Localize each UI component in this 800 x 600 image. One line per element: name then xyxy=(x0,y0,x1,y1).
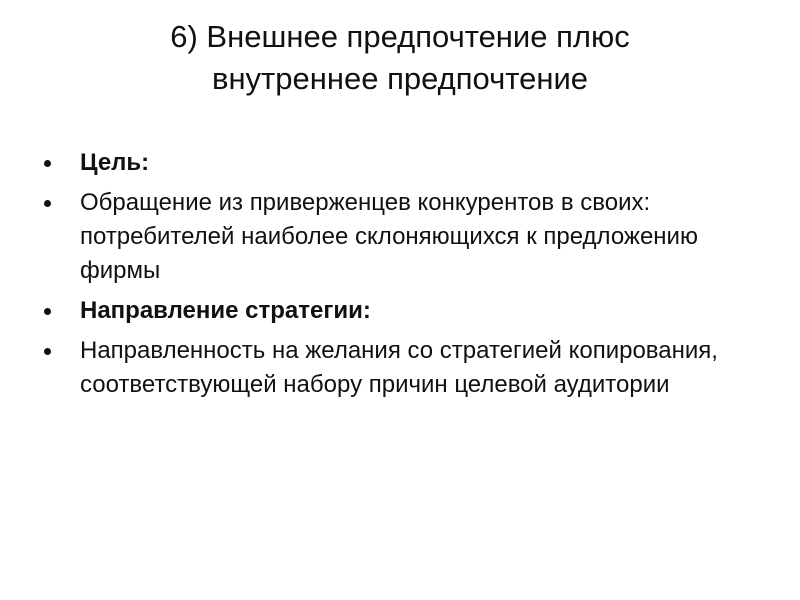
bullet-item-strategy-heading xyxy=(44,294,764,328)
bullet-dot-icon xyxy=(44,348,51,355)
bullet-dot-icon xyxy=(44,160,51,167)
bullet-text: Направленность на желания со стратегией копирования, соответствующей набору причин целевой аудитории xyxy=(80,337,718,398)
bullet-text: Направление стратегии: xyxy=(80,297,371,324)
bullet-text: Обращение из приверженцев конкурентов в своих: потребителей наиболее склоняющихся к предложению фирмы xyxy=(80,189,698,284)
bullet-text: Цель: xyxy=(80,149,150,176)
bullet-list xyxy=(44,146,764,408)
slide-title-line-1: 6) Внешнее предпочтение плюс xyxy=(170,19,630,54)
bullet-dot-icon xyxy=(44,308,51,315)
slide-title xyxy=(40,16,760,100)
bullet-dot-icon xyxy=(44,200,51,207)
bullet-item-goal-description xyxy=(44,186,764,288)
bullet-item-goal-heading xyxy=(44,146,764,180)
slide-title-line-2: внутреннее предпочтение xyxy=(211,61,589,96)
bullet-item-strategy-description xyxy=(44,334,764,402)
